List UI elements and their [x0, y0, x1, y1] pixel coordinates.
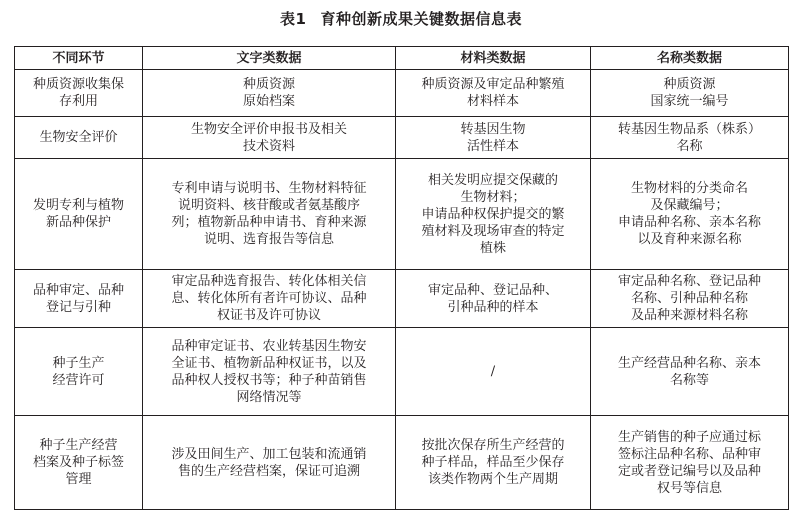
name-data-cell — [591, 270, 789, 328]
cell-text-line: 列；植物新品种申请书、育种来源 — [171, 215, 367, 230]
cell-text-line: 存利用 — [58, 94, 98, 109]
cell-text-line: 技术资料 — [242, 138, 295, 154]
name-data-cell — [591, 117, 789, 159]
material-data-cell — [396, 328, 591, 416]
table-row — [15, 416, 789, 510]
material-data-cell — [396, 270, 591, 328]
column-header-material-data: 材料类数据 — [396, 47, 591, 70]
cell-text-line: 种子样品，样品至少保存 — [421, 455, 565, 470]
column-header-text-data: 文字类数据 — [143, 47, 396, 70]
cell-text-line: 售的生产经营档案，保证可追溯 — [177, 463, 360, 479]
table-row — [15, 159, 789, 270]
stage-cell — [15, 117, 143, 159]
cell-text-line: 登记与引种 — [45, 299, 111, 315]
cell-text-line: 活性样本 — [466, 138, 519, 154]
cell-text-line: 种子生产经营 — [39, 438, 118, 453]
cell-text-line: 种子生产 — [52, 355, 105, 371]
stage-cell — [15, 416, 143, 510]
table-body — [15, 70, 789, 510]
cell-text-line: 名称 — [676, 138, 703, 154]
cell-text-line: 引种品种的样本 — [447, 299, 539, 315]
cell-text-line: 名称等 — [669, 372, 709, 388]
cell-text-line: 该类作物两个生产周期 — [427, 472, 558, 487]
cell-text-line: 转基因生物品系（株系） — [617, 121, 761, 137]
text-data-cell — [143, 70, 396, 117]
cell-text-line: 新品种保护 — [45, 215, 111, 230]
text-data-cell — [143, 328, 396, 416]
cell-text-line: 种质资源 — [663, 77, 716, 92]
cell-text-line: 签标注品种名称、品种审 — [617, 446, 761, 462]
cell-text-line: 申请品种权保护提交的繁 — [421, 206, 565, 222]
cell-text-line: 发明专利与植物 — [32, 198, 124, 213]
cell-text-line: 生物材料的分类命名 — [630, 181, 748, 196]
name-data-cell — [591, 328, 789, 416]
page-title — [0, 5, 802, 33]
cell-text-line: 种质资源收集保 — [32, 77, 124, 92]
cell-text-line: 植株 — [479, 240, 506, 256]
material-data-cell — [396, 117, 591, 159]
cell-text-line: 种质资源 — [242, 77, 295, 92]
cell-text-line: 及保藏编号； — [650, 198, 729, 213]
cell-text-line: / — [490, 364, 496, 379]
column-header-stage: 不同环节 — [15, 47, 143, 70]
data-table — [14, 46, 789, 510]
cell-text-line: 网络情况等 — [236, 389, 302, 405]
table-row — [15, 270, 789, 328]
cell-text-line: 生物材料； — [460, 189, 526, 205]
name-data-cell — [591, 416, 789, 510]
name-data-cell — [591, 70, 789, 117]
cell-text-line: 种质资源及审定品种繁殖 — [421, 77, 565, 92]
cell-text-line: 经营许可 — [52, 372, 105, 388]
cell-text-line: 档案及种子标签 — [32, 455, 124, 470]
material-data-cell — [396, 416, 591, 510]
cell-text-line: 审定品种、登记品种、 — [427, 282, 558, 298]
cell-text-line: 权证书及许可协议 — [216, 308, 321, 323]
table-title: 育种创新成果关键数据信息表 — [320, 10, 522, 28]
stage-cell — [15, 328, 143, 416]
cell-text-line: 生物安全评价申报书及相关 — [190, 121, 347, 137]
cell-text-line: 定或者登记编号以及品种 — [617, 463, 761, 479]
cell-text-line: 生产销售的种子应通过标 — [617, 429, 761, 445]
cell-text-line: 涉及田间生产、加工包装和流通销 — [171, 446, 367, 462]
cell-text-line: 审定品种选育报告、转化体相关信 — [171, 274, 367, 289]
column-header-name-data: 名称类数据 — [591, 47, 789, 70]
material-data-cell — [396, 70, 591, 117]
cell-text-line: 申请品种名称、亲本名称 — [617, 215, 761, 230]
cell-text-line: 权号等信息 — [656, 480, 722, 496]
text-data-cell — [143, 416, 396, 510]
cell-text-line: 说明、选育报告等信息 — [203, 232, 334, 247]
cell-text-line: 品种权人授权书等；种子种苗销售 — [171, 372, 367, 388]
stage-cell — [15, 159, 143, 270]
cell-text-line: 品种审定证书、农业转基因生物安 — [171, 338, 367, 354]
cell-text-line: 全证书、植物新品种权证书，以及 — [171, 355, 367, 371]
cell-text-line: 转基因生物 — [460, 121, 526, 137]
cell-text-line: 相关发明应提交保藏的 — [427, 172, 558, 188]
name-data-cell — [591, 159, 789, 270]
cell-text-line: 殖材料及现场审查的特定 — [421, 223, 565, 239]
cell-text-line: 专利申请与说明书、生物材料特征 — [171, 181, 367, 196]
table-row — [15, 328, 789, 416]
cell-text-line: 品种审定、品种 — [32, 282, 124, 298]
cell-text-line: 按批次保存所生产经营的 — [421, 438, 565, 453]
cell-text-line: 材料样本 — [466, 94, 519, 109]
cell-text-line: 及品种来源材料名称 — [630, 308, 748, 323]
cell-text-line: 原始档案 — [242, 94, 295, 109]
cell-text-line: 管理 — [65, 472, 92, 487]
text-data-cell — [143, 117, 396, 159]
cell-text-line: 审定品种名称、登记品种 — [617, 274, 761, 289]
cell-text-line: 生产经营品种名称、亲本 — [617, 355, 761, 371]
text-data-cell — [143, 159, 396, 270]
cell-text-line: 生物安全评价 — [39, 130, 118, 145]
text-data-cell — [143, 270, 396, 328]
cell-text-line: 以及育种来源名称 — [637, 232, 742, 247]
stage-cell — [15, 70, 143, 117]
table-header-row — [15, 47, 789, 70]
stage-cell — [15, 270, 143, 328]
material-data-cell — [396, 159, 591, 270]
table-number: 表1 — [280, 10, 307, 28]
table-row — [15, 117, 789, 159]
cell-text-line: 名称、引种品种名称 — [630, 291, 748, 306]
cell-text-line: 国家统一编号 — [650, 94, 729, 109]
table-row — [15, 70, 789, 117]
cell-text-line: 说明资料、核苷酸或者氨基酸序 — [177, 198, 360, 213]
cell-text-line: 息、转化体所有者许可协议、品种 — [171, 291, 367, 306]
